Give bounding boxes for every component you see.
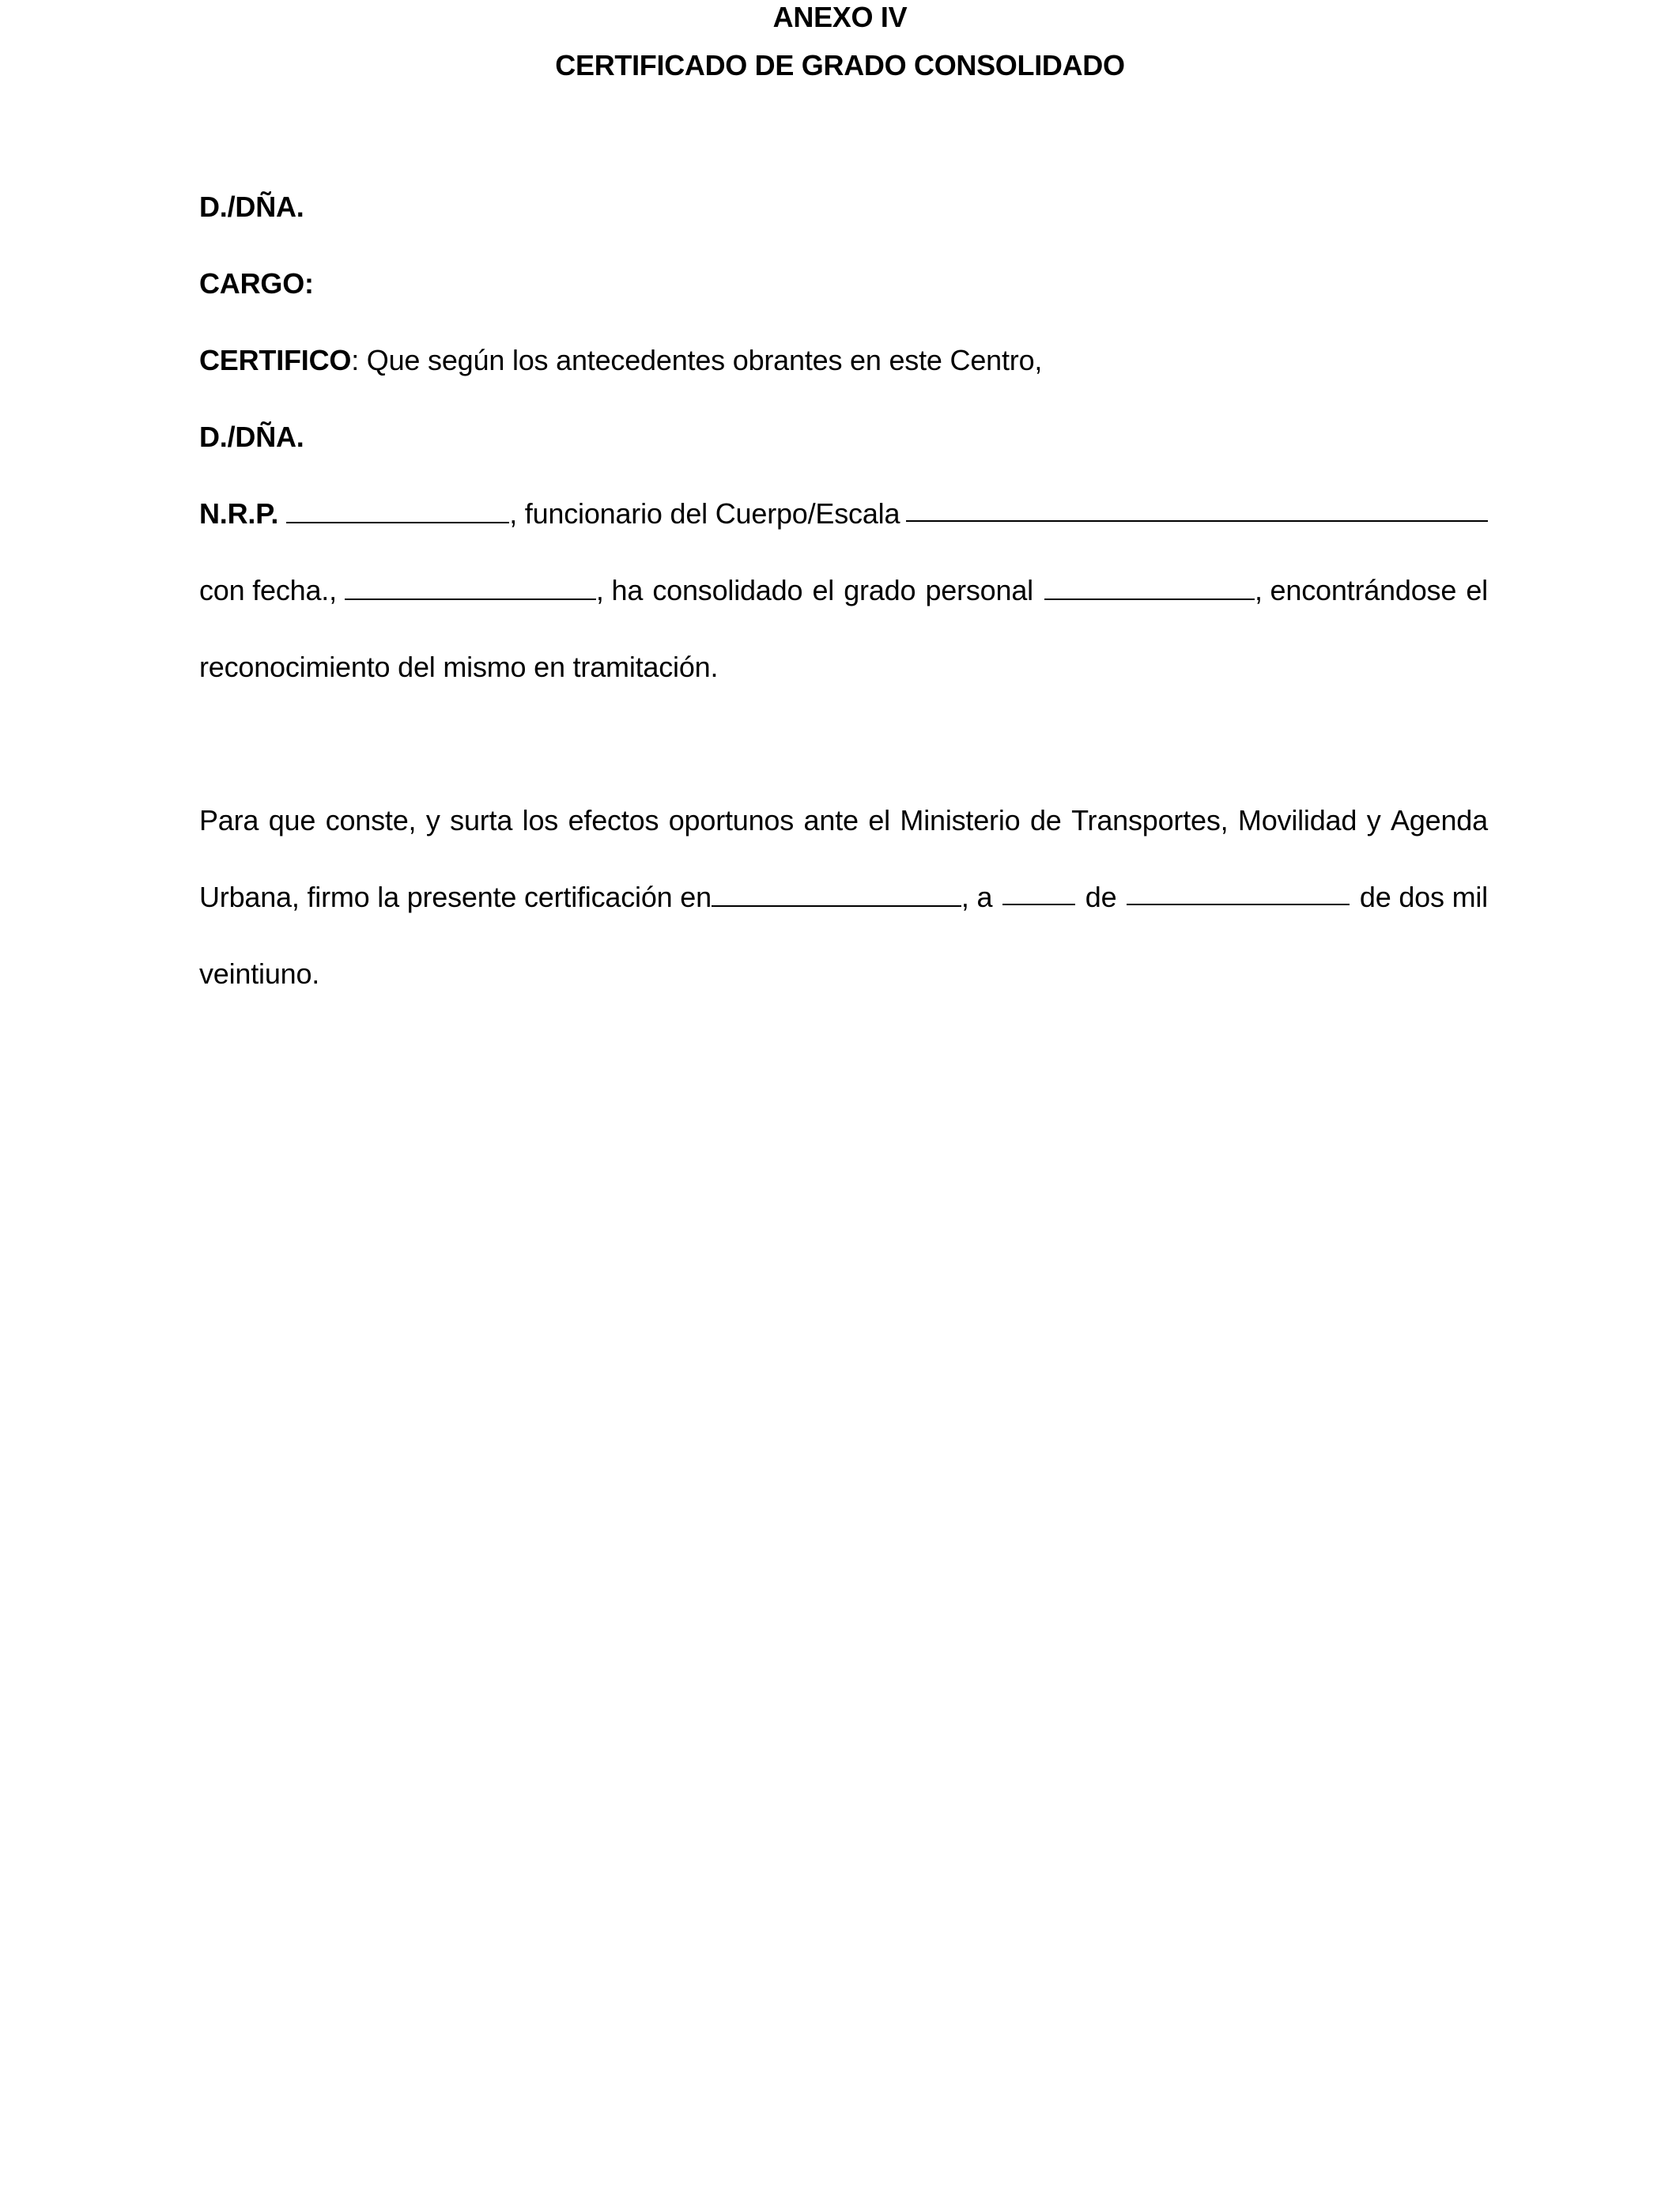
closing-word: que — [268, 804, 316, 836]
date-mid-1: , ha — [595, 574, 644, 606]
date-blank[interactable] — [345, 575, 596, 600]
certify-line — [199, 343, 1488, 378]
date-mid-5: personal — [925, 574, 1033, 606]
place-blank[interactable] — [712, 882, 961, 907]
closing-de-text: de — [1085, 881, 1117, 913]
nrp-group — [199, 497, 900, 531]
date-mid-2: consolidado — [652, 574, 803, 606]
closing-word: y — [1366, 804, 1381, 836]
recognition-line: reconocimiento del mismo en tramitación. — [199, 651, 719, 683]
day-blank[interactable] — [1002, 880, 1075, 905]
closing-word: efectos — [568, 804, 659, 836]
nrp-blank[interactable] — [286, 498, 509, 523]
closing-line-1 — [199, 803, 1488, 838]
month-blank[interactable] — [1127, 880, 1350, 905]
closing-word: el — [868, 804, 890, 836]
closing-word: los — [522, 804, 559, 836]
date-suffix-2: el — [1466, 574, 1488, 606]
closing-place-text: Urbana, firmo la presente certificación en — [199, 881, 712, 913]
date-suffix-1: , encontrándose — [1254, 574, 1457, 606]
name-label-second: D./DÑA. — [199, 421, 304, 453]
date-group — [199, 573, 643, 608]
closing-word: Para — [199, 804, 259, 836]
position-label: CARGO: — [199, 267, 314, 300]
grade-group — [925, 573, 1456, 608]
corps-scale-blank[interactable] — [906, 497, 1488, 522]
closing-word: surta — [450, 804, 513, 836]
closing-line-2 — [199, 880, 1488, 915]
closing-word: Transportes, — [1071, 804, 1229, 836]
closing-year-text: de dos mil — [1359, 881, 1488, 913]
place-group — [199, 880, 992, 915]
closing-word: ante — [803, 804, 859, 836]
date-mid-4: grado — [844, 574, 916, 606]
nrp-label: N.R.P. — [199, 497, 279, 530]
grade-blank[interactable] — [1044, 575, 1255, 600]
nrp-text: , funcionario del Cuerpo/Escala — [509, 497, 900, 530]
date-line — [199, 573, 1488, 608]
closing-word: y — [425, 804, 440, 836]
closing-a-text: , a — [961, 881, 993, 913]
closing-line-3: veintiuno. — [199, 957, 320, 990]
document-title: CERTIFICADO DE GRADO CONSOLIDADO — [555, 49, 1125, 81]
date-prefix: con fecha., — [199, 574, 337, 606]
closing-word: Ministerio — [900, 804, 1021, 836]
annex-heading: ANEXO IV — [772, 1, 908, 33]
certify-label: CERTIFICO — [199, 344, 352, 376]
closing-word: conste, — [325, 804, 417, 836]
closing-word: Movilidad — [1237, 804, 1357, 836]
name-label-first: D./DÑA. — [199, 191, 304, 223]
closing-word: de — [1029, 804, 1062, 836]
closing-word: oportunos — [668, 804, 795, 836]
certify-text: : Que según los antecedentes obrantes en este Centro, — [351, 344, 1043, 376]
date-mid-3: el — [812, 574, 835, 606]
nrp-line — [199, 497, 1488, 531]
closing-word: Agenda — [1390, 804, 1488, 836]
